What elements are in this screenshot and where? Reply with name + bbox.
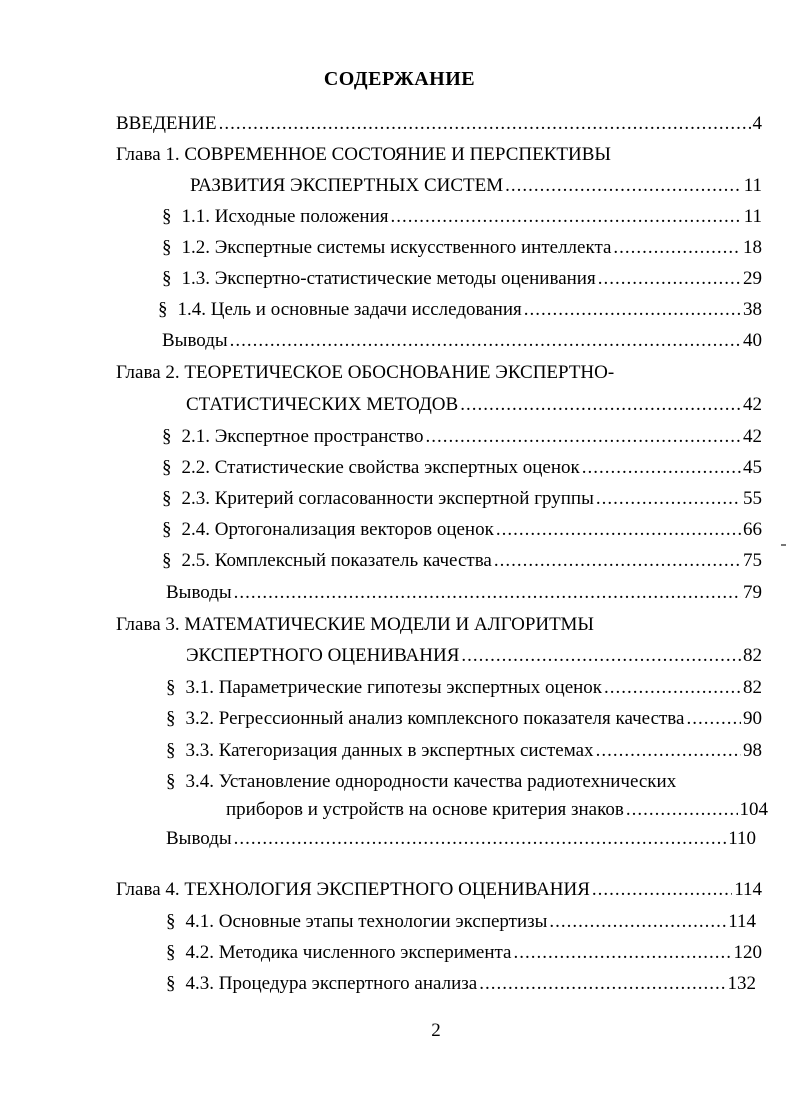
toc-page-number: 40 [743, 330, 762, 351]
toc-page-number: 38 [743, 299, 762, 320]
toc-entry-label: 4.3. Процедура экспертного анализа [185, 973, 478, 994]
section-sign: § [166, 911, 176, 932]
dot-leader [219, 111, 751, 137]
dot-leader [626, 797, 738, 823]
toc-entry-label: 3.3. Категоризация данных в экспертных системах [185, 740, 594, 761]
dot-leader [604, 675, 741, 701]
toc-entry-label: Выводы [162, 330, 228, 351]
dot-leader [234, 580, 741, 606]
toc-entry-chapter-1[interactable] [190, 173, 762, 199]
dot-leader [461, 643, 741, 669]
toc-chapter-2-title[interactable]: Глава 2. ТЕОРЕТИЧЕСКОЕ ОБОСНОВАНИЕ ЭКСПЕРТНО- [116, 362, 615, 383]
dot-leader [524, 297, 741, 323]
section-sign: § [158, 299, 168, 320]
dot-leader [592, 877, 732, 903]
toc-entry-label: СТАТИСТИЧЕСКИХ МЕТОДОВ [186, 394, 459, 415]
dot-leader [494, 548, 741, 574]
toc-entry-conclusions-2[interactable] [166, 580, 762, 606]
toc-entry-label: Выводы [166, 828, 232, 849]
toc-entry-label: 4.2. Методика численного эксперимента [185, 942, 512, 963]
toc-page-number: 66 [743, 519, 762, 540]
toc-entry-label: 2.3. Критерий согласованности экспертной группы [181, 488, 594, 509]
toc-entry-1-2[interactable] [162, 235, 762, 261]
toc-entry-1-3[interactable] [162, 266, 762, 292]
toc-page-number: 11 [743, 206, 762, 227]
toc-entry-3-4-title[interactable] [166, 769, 676, 795]
section-sign: § [166, 677, 176, 698]
toc-entry-chapter-2[interactable] [186, 392, 762, 418]
toc-chapter-1-title[interactable]: Глава 1. СОВРЕМЕННОЕ СОСТОЯНИЕ И ПЕРСПЕКТИВЫ [116, 144, 611, 165]
toc-entry-label: приборов и устройств на основе критерия знаков [226, 799, 624, 820]
dot-leader [496, 517, 741, 543]
toc-page-number: 104 [739, 799, 768, 820]
section-sign: § [166, 708, 176, 729]
page-number: 2 [431, 1020, 441, 1041]
toc-entry-1-1[interactable] [162, 204, 762, 230]
toc-page-number: 82 [743, 645, 762, 666]
toc-page-number: 114 [728, 911, 756, 932]
dot-leader [686, 706, 741, 732]
dot-leader [479, 971, 725, 997]
dot-leader [460, 392, 741, 418]
toc-entry-label: 1.3. Экспертно-статистические методы оценивания [181, 268, 596, 289]
toc-entry-2-5[interactable] [162, 548, 762, 574]
toc-entry-4-3[interactable] [166, 971, 756, 997]
scan-artifact [781, 544, 786, 546]
toc-page-number: 45 [743, 457, 762, 478]
dot-leader [230, 328, 741, 354]
toc-page-number: 132 [727, 973, 756, 994]
toc-entry-1-4[interactable] [158, 297, 762, 323]
toc-page-number: 18 [743, 237, 762, 258]
toc-entry-label: 1.1. Исходные положения [181, 206, 389, 227]
toc-entry-label: 2.4. Ортогонализация векторов оценок [181, 519, 494, 540]
toc-entry-label: 3.2. Регрессионный анализ комплексного показателя качества [185, 708, 685, 729]
dot-leader [582, 455, 741, 481]
toc-entry-label: 2.2. Статистические свойства экспертных оценок [181, 457, 580, 478]
toc-entry-label: 1.4. Цель и основные задачи исследования [177, 299, 522, 320]
toc-entry-4-2[interactable] [166, 940, 762, 966]
toc-entry-label: 3.1. Параметрические гипотезы экспертных оценок [185, 677, 603, 698]
toc-entry-label: 1.2. Экспертные системы искусственного интеллекта [181, 237, 612, 258]
toc-entry-label: РАЗВИТИЯ ЭКСПЕРТНЫХ СИСТЕМ [190, 175, 504, 196]
toc-entry-2-1[interactable] [162, 424, 762, 450]
toc-entry-label: ЭКСПЕРТНОГО ОЦЕНИВАНИЯ [186, 645, 460, 666]
toc-entry-chapter-4[interactable] [116, 877, 762, 903]
dot-leader [596, 738, 741, 764]
section-sign: § [162, 268, 172, 289]
toc-page-number: 4 [752, 113, 762, 134]
toc-entry-chapter-3[interactable] [186, 643, 762, 669]
toc-entry-label: 3.4. Установление однородности качества радиотехнических [185, 771, 677, 792]
toc-entry-4-1[interactable] [166, 909, 756, 935]
dot-leader [513, 940, 731, 966]
toc-page-number: 11 [743, 175, 762, 196]
toc-page-number: 42 [743, 426, 762, 447]
toc-entry-3-2[interactable] [166, 706, 762, 732]
section-sign: § [162, 426, 172, 447]
toc-page-number: 120 [733, 942, 762, 963]
page-title: СОДЕРЖАНИЕ [323, 68, 476, 90]
dot-leader [598, 266, 741, 292]
dot-leader [426, 424, 741, 450]
toc-entry-intro[interactable] [116, 111, 762, 137]
toc-entry-label: 2.1. Экспертное пространство [181, 426, 424, 447]
dot-leader [390, 204, 741, 230]
dot-leader [234, 826, 727, 852]
section-sign: § [166, 740, 176, 761]
toc-page-number: 90 [743, 708, 762, 729]
section-sign: § [162, 519, 172, 540]
toc-entry-conclusions-1[interactable] [162, 328, 762, 354]
toc-entry-label: ВВЕДЕНИЕ [116, 113, 217, 134]
section-sign: § [166, 771, 176, 792]
section-sign: § [162, 237, 172, 258]
toc-entry-2-2[interactable] [162, 455, 762, 481]
toc-entry-label: Глава 4. ТЕХНОЛОГИЯ ЭКСПЕРТНОГО ОЦЕНИВАНИЯ [116, 879, 590, 900]
toc-page-number: 98 [743, 740, 762, 761]
section-sign: § [166, 973, 176, 994]
dot-leader [549, 909, 726, 935]
dot-leader [613, 235, 741, 261]
section-sign: § [162, 550, 172, 571]
toc-entry-3-1[interactable] [166, 675, 762, 701]
toc-entry-2-3[interactable] [162, 486, 762, 512]
toc-page-number: 42 [743, 394, 762, 415]
toc-chapter-3-title[interactable]: Глава 3. МАТЕМАТИЧЕСКИЕ МОДЕЛИ И АЛГОРИТМЫ [116, 614, 594, 635]
toc-page-number: 75 [743, 550, 762, 571]
toc-entry-label: Выводы [166, 582, 232, 603]
toc-entry-conclusions-3[interactable] [166, 826, 756, 852]
toc-entry-3-4[interactable] [226, 797, 768, 823]
toc-page-number: 82 [743, 677, 762, 698]
toc-page-number: 110 [728, 828, 756, 849]
toc-entry-label: 2.5. Комплексный показатель качества [181, 550, 492, 571]
toc-entry-3-3[interactable] [166, 738, 762, 764]
dot-leader [596, 486, 741, 512]
section-sign: § [162, 206, 172, 227]
toc-entry-label: 4.1. Основные этапы технологии экспертизы [185, 911, 548, 932]
dot-leader [505, 173, 742, 199]
toc-page-number: 114 [734, 879, 762, 900]
section-sign: § [166, 942, 176, 963]
toc-entry-2-4[interactable] [162, 517, 762, 543]
section-sign: § [162, 488, 172, 509]
toc-page-number: 29 [743, 268, 762, 289]
section-sign: § [162, 457, 172, 478]
toc-page-number: 55 [743, 488, 762, 509]
toc-page-number: 79 [743, 582, 762, 603]
